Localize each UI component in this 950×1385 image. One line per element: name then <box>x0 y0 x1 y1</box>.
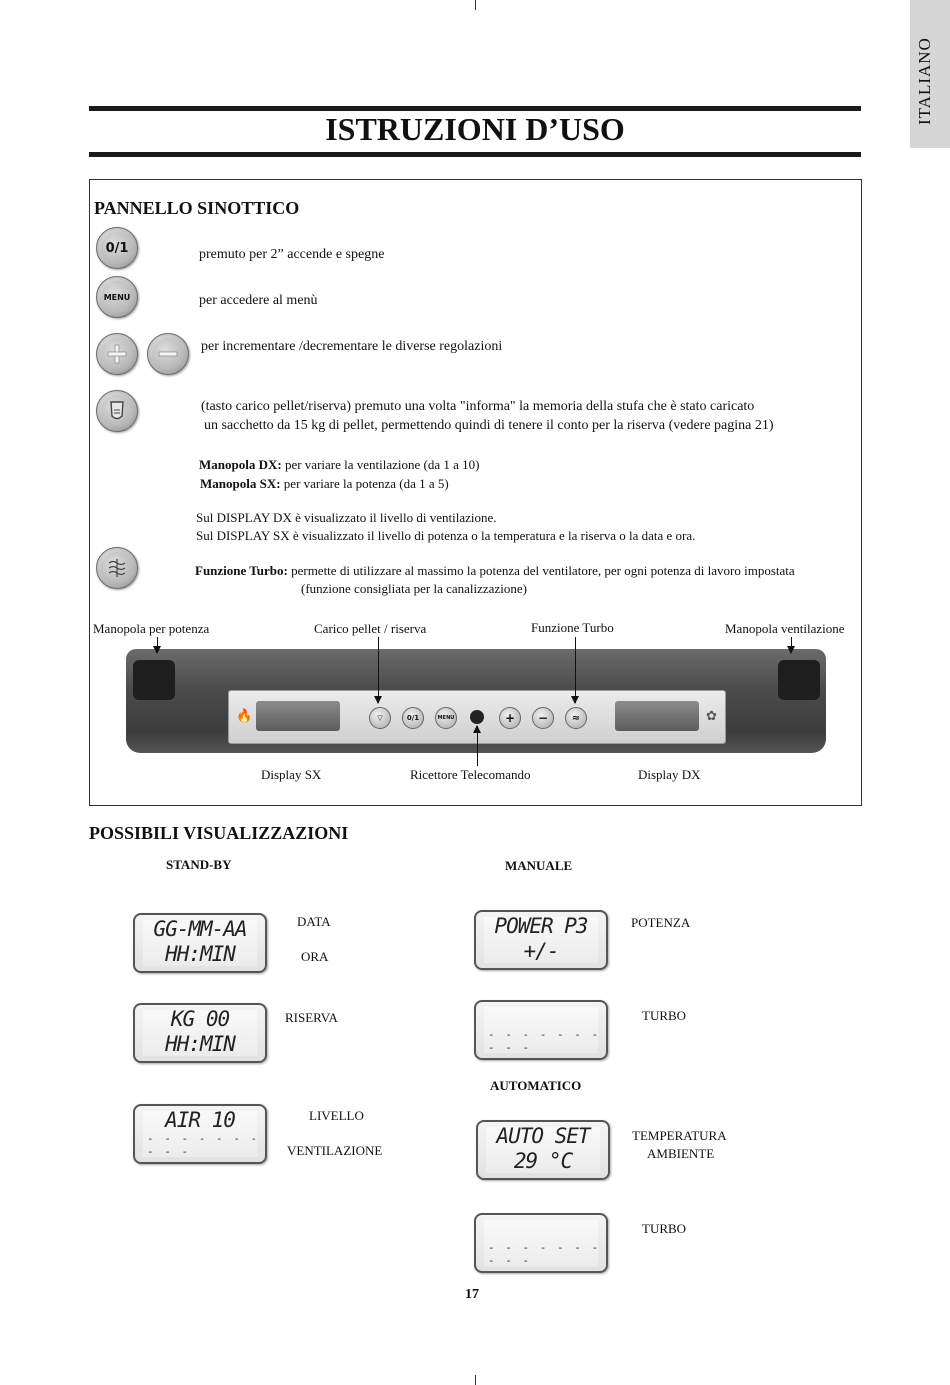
page-title: ISTRUZIONI D’USO <box>325 111 625 147</box>
lcd-line-2: +/- <box>523 939 559 963</box>
manopola-sx-label: Manopola SX: <box>200 476 281 491</box>
manopola-sx-text: per variare la potenza (da 1 a 5) <box>280 476 449 491</box>
small-turbo-button-icon: ≈ <box>565 707 587 729</box>
small-pellet-button-icon: ▽ <box>369 707 391 729</box>
language-tab <box>910 0 950 148</box>
label-display-sx: Display SX <box>261 767 322 782</box>
minus-icon <box>147 333 189 375</box>
turbo-text-1: permette di utilizzare al massimo la potenza del ventilatore, per ogni potenza di lavoro impostata <box>287 563 795 578</box>
header-rule-bottom <box>89 152 861 157</box>
lcd-potenza <box>474 910 608 970</box>
menu-description: per accedere al menù <box>199 293 318 308</box>
label-manopola-ventilazione: Manopola ventilazione <box>725 621 845 636</box>
turbo-description-1 <box>195 563 795 579</box>
visualizzazioni-heading: POSSIBILI VISUALIZZAZIONI <box>89 823 349 843</box>
manuale-heading: MANUALE <box>505 858 573 873</box>
label-livello: LIVELLO <box>309 1108 364 1123</box>
lcd-line-1: AIR 10 <box>165 1108 235 1132</box>
onoff-description: premuto per 2” accende e spegne <box>199 247 385 262</box>
knob-ventilation <box>778 660 820 700</box>
label-funzione-turbo: Funzione Turbo <box>531 620 614 635</box>
label-display-dx: Display DX <box>638 767 701 782</box>
label-turbo-manuale: TURBO <box>642 1008 687 1023</box>
remote-receiver <box>470 710 484 724</box>
manopola-dx-label: Manopola DX: <box>199 457 282 472</box>
menu-icon <box>96 276 138 318</box>
lcd-riserva <box>133 1003 267 1063</box>
small-menu-button-icon: MENU <box>435 707 457 729</box>
label-ambiente: AMBIENTE <box>647 1146 715 1161</box>
manopola-dx-text: per variare la ventilazione (da 1 a 10) <box>281 457 480 472</box>
language-tab-label: ITALIANO <box>915 37 934 125</box>
label-turbo-automatico: TURBO <box>642 1221 687 1236</box>
display-dx-description: Sul DISPLAY DX è visualizzato il livello di ventilazione. <box>196 510 497 525</box>
power-onoff-icon <box>96 227 138 269</box>
arrow-manopola-ventilazione <box>791 637 792 653</box>
pellet-description-2: un sacchetto da 15 kg di pellet, permettendo quindi di tenere il conto per la riserva (vedere pagina 21) <box>204 418 774 433</box>
label-riserva: RISERVA <box>285 1010 338 1025</box>
lcd-dashes: - - - - - - - - - - <box>488 1241 601 1267</box>
plus-icon <box>96 333 138 375</box>
display-dx <box>615 701 699 731</box>
lcd-data-ora <box>133 913 267 973</box>
pannello-heading: PANNELLO SINOTTICO <box>94 198 300 218</box>
lcd-turbo-manuale <box>474 1000 608 1060</box>
menu-icon-label: MENU <box>103 292 131 302</box>
label-temperatura: TEMPERATURA <box>632 1128 727 1143</box>
pellet-description-1: (tasto carico pellet/riserva) premuto una volta "informa" la memoria della stufa che è stato caricato <box>201 399 755 414</box>
manopola-sx-line <box>200 476 449 492</box>
arrow-carico-pellet <box>378 637 379 703</box>
lcd-line-2: HH:MIN <box>165 942 235 966</box>
lcd-dashes: - - - - - - - - - - <box>147 1132 260 1158</box>
lcd-line-1: KG 00 <box>170 1007 230 1031</box>
lcd-line-2: 29 °C <box>513 1149 573 1173</box>
crop-mark-top <box>475 0 476 10</box>
arrow-manopola-potenza <box>157 637 158 653</box>
turbo-icon <box>96 547 138 589</box>
arrow-ricettore <box>477 726 478 766</box>
label-data: DATA <box>297 914 331 929</box>
label-ricettore: Ricettore Telecomando <box>410 767 531 782</box>
lcd-line-1: POWER P3 <box>494 914 588 938</box>
small-minus-button-icon: − <box>532 707 554 729</box>
fan-icon: ✿ <box>706 708 717 723</box>
pellet-reserve-icon <box>96 390 138 432</box>
lcd-line-2: HH:MIN <box>165 1032 235 1056</box>
plusminus-description: per incrementare /decrementare le diverse regolazioni <box>201 339 503 354</box>
label-potenza: POTENZA <box>631 915 691 930</box>
small-onoff-button-icon: 0/1 <box>402 707 424 729</box>
crop-mark-bottom <box>475 1375 476 1385</box>
small-plus-button-icon: + <box>499 707 521 729</box>
knob-power <box>133 660 175 700</box>
turbo-label: Funzione Turbo: <box>195 563 288 578</box>
display-sx <box>256 701 340 731</box>
label-carico-pellet: Carico pellet / riserva <box>314 621 427 636</box>
lcd-temperatura <box>476 1120 610 1180</box>
automatico-heading: AUTOMATICO <box>490 1078 582 1093</box>
label-manopola-potenza: Manopola per potenza <box>93 621 210 636</box>
turbo-description-2: (funzione consigliata per la canalizzazione) <box>301 581 527 596</box>
display-sx-description: Sul DISPLAY SX è visualizzato il livello di potenza o la temperatura e la riserva o la data e ora. <box>196 528 696 543</box>
arrow-funzione-turbo <box>575 637 576 703</box>
lcd-livello-ventilazione <box>133 1104 267 1164</box>
standby-heading: STAND-BY <box>166 857 232 872</box>
label-ventilazione: VENTILAZIONE <box>287 1143 383 1158</box>
lcd-turbo-automatico <box>474 1213 608 1273</box>
lcd-dashes: - - - - - - - - - - <box>488 1028 601 1054</box>
flame-icon: 🔥 <box>236 708 253 723</box>
lcd-line-1: AUTO SET <box>496 1124 590 1148</box>
manopola-dx-line <box>199 457 480 473</box>
label-ora: ORA <box>301 949 329 964</box>
lcd-line-1: GG-MM-AA <box>153 917 247 941</box>
onoff-icon-label: 0/1 <box>105 240 129 256</box>
page-number: 17 <box>465 1287 479 1302</box>
